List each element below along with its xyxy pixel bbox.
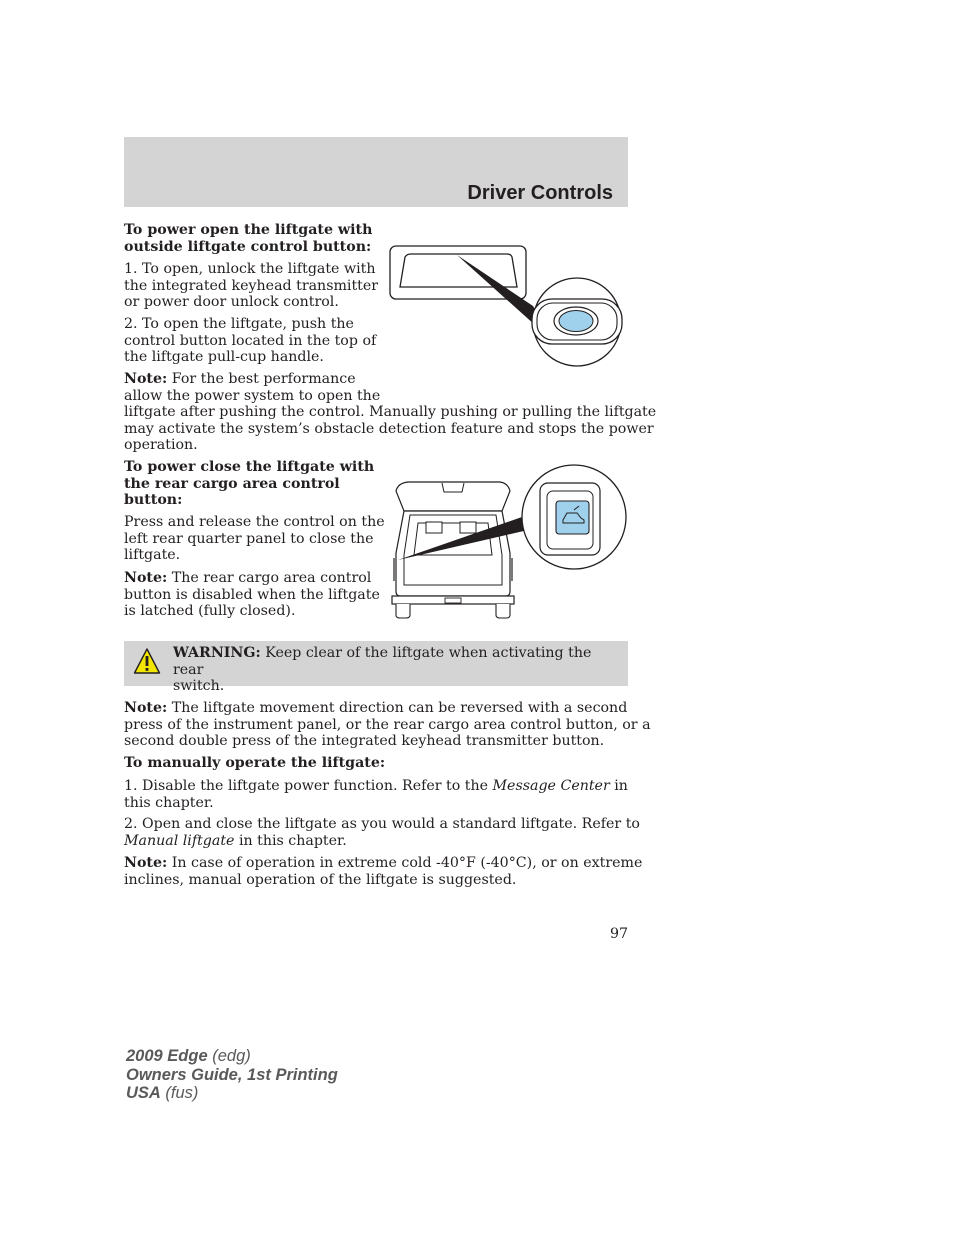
section1-step2: 2. To open the liftgate, push the control button located in the top of the liftgate pull-cup handle.: [124, 316, 377, 365]
section3-note: Note: The liftgate movement direction can be reversed with a second press of the instrument panel, or the rear cargo area control button, or a second double press of the integrated keyhead transmitter button.: [124, 700, 651, 749]
section2-heading: To power close the liftgate with the rear cargo area control button:: [124, 459, 375, 508]
section-header-bar: [124, 137, 628, 207]
warning-text: WARNING: Keep clear of the liftgate when activating the rear switch.: [173, 645, 592, 694]
warning-box: [124, 641, 628, 694]
section3-note2: Note: In case of operation in extreme cold -40°F (-40°C), or on extreme inclines, manual operation of the liftgate is suggested.: [124, 855, 643, 888]
section2-body: Press and release the control on the left rear quarter panel to close the liftgate.: [124, 514, 385, 563]
warning-triangle-icon: [133, 647, 161, 677]
section3-step2: 2. Open and close the liftgate as you would a standard liftgate. Refer to Manual liftgate in this chapter.: [124, 816, 640, 849]
page-number: 97: [609, 926, 628, 942]
section1-heading: To power open the liftgate with outside liftgate control button:: [124, 222, 373, 255]
rear-cargo-control-illustration: [388, 463, 630, 623]
footer-print-info: 2009 Edge (edg) Owners Guide, 1st Printing USA (fus): [126, 1047, 338, 1102]
section-title: Driver Controls: [467, 181, 613, 204]
section2-note: Note: The rear cargo area control button is disabled when the liftgate is latched (fully closed).: [124, 570, 380, 619]
liftgate-handle-illustration: [385, 243, 625, 373]
section1-note: Note: For the best performance allow the power system to open the liftgate after pushing the control. Manually pushing or pulling the liftgate may activate the system’s obstacle detection feature and stops the power operation.: [124, 371, 657, 453]
section3-step1: 1. Disable the liftgate power function. Refer to the Message Center in this chapter.: [124, 778, 628, 811]
section3-heading: To manually operate the liftgate:: [124, 755, 386, 771]
section1-step1: 1. To open, unlock the liftgate with the integrated keyhead transmitter or power door unlock control.: [124, 261, 379, 310]
